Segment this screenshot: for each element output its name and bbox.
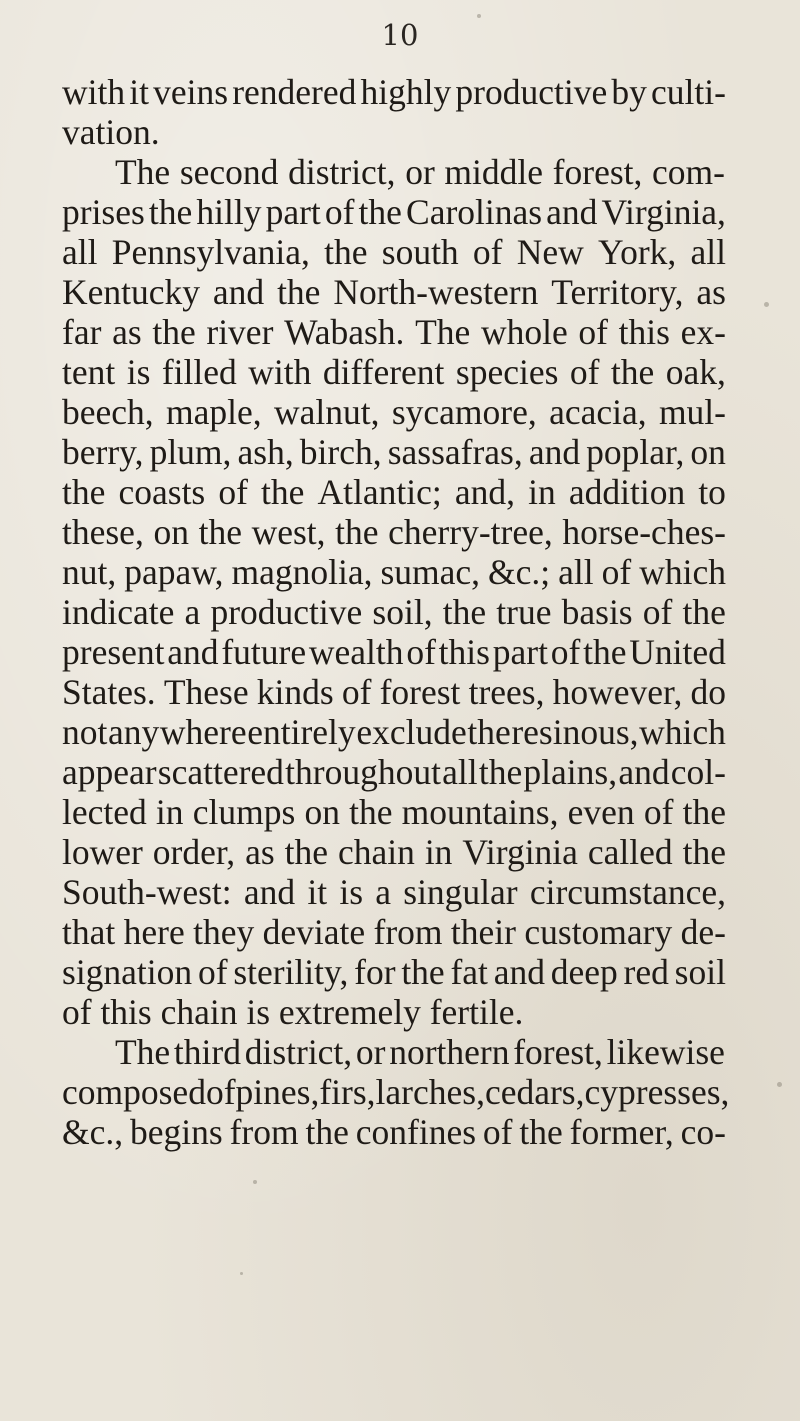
word: berry, <box>62 432 144 472</box>
word: south <box>381 232 459 272</box>
word: second <box>179 152 279 192</box>
word: exclude <box>356 712 467 752</box>
word: to <box>698 472 726 512</box>
text-line <box>62 232 726 272</box>
word: tent <box>62 352 116 392</box>
word: scattered <box>157 752 284 792</box>
word: the <box>284 832 329 872</box>
word: signation <box>62 952 193 992</box>
text-line <box>62 632 726 672</box>
text-line <box>62 832 726 872</box>
word: oak, <box>665 352 726 392</box>
word: part <box>492 632 548 672</box>
text-line <box>62 872 726 912</box>
word: filled <box>161 352 237 392</box>
word: composed <box>62 1072 206 1112</box>
word: and <box>167 632 219 672</box>
word: New <box>516 232 584 272</box>
word: the <box>305 1112 349 1152</box>
text-line: of this chain is extremely fertile. <box>62 992 524 1032</box>
word: and <box>243 872 296 912</box>
word: papaw, <box>124 552 224 592</box>
word: rendered <box>232 72 357 112</box>
word: here <box>123 912 185 952</box>
text-line <box>62 72 726 112</box>
text-line <box>62 392 726 432</box>
word: of <box>578 312 608 352</box>
word: Pennsylvania, <box>111 232 310 272</box>
word: the <box>277 272 321 312</box>
word: in <box>155 792 184 832</box>
word: order, <box>152 832 236 872</box>
word: pines, <box>235 1072 320 1112</box>
word: as <box>112 312 142 352</box>
word: Carolinas <box>406 192 543 232</box>
word: hilly <box>196 192 262 232</box>
text-line <box>62 1072 730 1112</box>
word: de- <box>680 912 726 952</box>
word: States. <box>62 672 156 712</box>
word: trees, <box>468 672 545 712</box>
word: on <box>690 432 726 472</box>
text-line <box>62 912 726 952</box>
word: the <box>62 472 106 512</box>
word: all <box>442 752 478 792</box>
word: firs, <box>319 1072 376 1112</box>
word: forest, <box>513 1032 603 1072</box>
word: col- <box>670 752 726 792</box>
word: magnolia, <box>231 552 373 592</box>
word: soil, <box>372 592 433 632</box>
word: and, <box>454 472 515 512</box>
word: productive <box>210 592 363 632</box>
word: which <box>639 712 726 752</box>
word: these, <box>62 512 144 552</box>
word: plum, <box>149 432 232 472</box>
word: horse-ches- <box>562 512 726 552</box>
word: of <box>569 352 600 392</box>
word: or <box>355 1032 386 1072</box>
word: present <box>62 632 165 672</box>
text-line <box>115 152 725 192</box>
word: river <box>206 312 274 352</box>
word: is <box>126 352 151 392</box>
word: the <box>610 352 655 392</box>
text-line <box>62 672 726 712</box>
word: forest <box>379 672 461 712</box>
word: the <box>442 592 487 632</box>
word: clumps <box>192 792 296 832</box>
word: the <box>324 232 368 272</box>
word: species <box>455 352 559 392</box>
word: they <box>193 912 255 952</box>
text-line <box>62 952 726 992</box>
word: this <box>618 312 670 352</box>
word: middle <box>444 152 544 192</box>
word: coasts <box>118 472 206 512</box>
word: any <box>108 712 160 752</box>
word: all <box>558 552 594 592</box>
word: whole <box>480 312 568 352</box>
word: their <box>450 912 516 952</box>
word: where <box>159 712 247 752</box>
text-line <box>62 432 726 472</box>
word: a <box>375 872 392 912</box>
word: mountains, <box>401 792 559 832</box>
word: sassafras, <box>387 432 523 472</box>
word: is <box>339 872 364 912</box>
word: of <box>601 552 632 592</box>
word: acacia, <box>549 392 647 432</box>
paper-speck <box>764 302 769 307</box>
word: of <box>341 672 372 712</box>
word: ash, <box>237 432 294 472</box>
word: customary <box>524 912 673 952</box>
word: the <box>401 952 445 992</box>
word: the <box>467 712 511 752</box>
word: indicate <box>62 592 175 632</box>
word: on <box>304 792 340 832</box>
word: cypresses, <box>584 1072 730 1112</box>
word: resinous, <box>511 712 639 752</box>
word: chain <box>337 832 415 872</box>
word: all <box>690 232 726 272</box>
word: deviate <box>262 912 366 952</box>
word: as <box>696 272 726 312</box>
word: district, <box>288 152 396 192</box>
word: with <box>62 72 126 112</box>
page-number: 10 <box>381 18 419 52</box>
paper-speck <box>240 1272 243 1275</box>
word: the <box>583 632 627 672</box>
word: the <box>478 752 523 792</box>
word: culti- <box>651 72 726 112</box>
word: wealth <box>308 632 404 672</box>
word: cherry-tree, <box>388 512 553 552</box>
word: of <box>324 192 355 232</box>
word: sycamore, <box>391 392 537 432</box>
word: and <box>493 952 545 992</box>
word: the <box>682 592 726 632</box>
word: red <box>623 952 669 992</box>
word: larches, <box>375 1072 485 1112</box>
word: it <box>129 72 149 112</box>
word: fat <box>450 952 488 992</box>
word: from <box>229 1112 299 1152</box>
word: or <box>405 152 435 192</box>
word: The <box>415 312 471 352</box>
word: addition <box>568 472 686 512</box>
word: the <box>335 512 379 552</box>
word: district, <box>244 1032 353 1072</box>
word: however, <box>552 672 683 712</box>
word: The <box>115 1032 171 1072</box>
word: South-west: <box>62 872 232 912</box>
word: of <box>550 632 581 672</box>
word: Virginia, <box>601 192 726 232</box>
word: in <box>528 472 556 512</box>
word: former, <box>569 1112 674 1152</box>
word: different <box>322 352 445 392</box>
word: for <box>354 952 396 992</box>
word: York, <box>598 232 677 272</box>
text-line <box>62 512 726 552</box>
word: the <box>682 792 726 832</box>
word: lected <box>62 792 147 832</box>
word: &c.; <box>488 552 551 592</box>
word: the <box>349 792 393 832</box>
word: of <box>205 1072 236 1112</box>
word: poplar, <box>586 432 685 472</box>
word: Virginia <box>462 832 578 872</box>
word: the <box>198 512 242 552</box>
word: on <box>153 512 189 552</box>
word: the <box>261 472 305 512</box>
word: likewise <box>606 1032 725 1072</box>
word: Kentucky <box>62 272 201 312</box>
word: the <box>682 832 726 872</box>
word: of <box>642 592 673 632</box>
text-line <box>62 592 726 632</box>
word: true <box>496 592 552 632</box>
word: singular <box>403 872 518 912</box>
paper-speck <box>777 1082 782 1087</box>
word: deep <box>550 952 618 992</box>
word: soil <box>674 952 726 992</box>
word: the <box>152 312 196 352</box>
word: in <box>424 832 453 872</box>
word: not <box>62 712 108 752</box>
word: com- <box>652 152 725 192</box>
word: entirely <box>247 712 356 752</box>
word: begins <box>130 1112 223 1152</box>
word: nut, <box>62 552 117 592</box>
text-line: vation. <box>62 112 160 152</box>
word: maple, <box>166 392 262 432</box>
word: and <box>618 752 670 792</box>
paper-speck <box>477 14 481 18</box>
word: of <box>472 232 503 272</box>
word: sumac, <box>380 552 481 592</box>
word: do <box>690 672 726 712</box>
word: that <box>62 912 116 952</box>
text-line <box>62 272 726 312</box>
word: lower <box>62 832 143 872</box>
text-line <box>62 312 726 352</box>
word: appear <box>62 752 157 792</box>
word: even <box>567 792 635 832</box>
word: this <box>438 632 490 672</box>
word: it <box>307 872 328 912</box>
word: North-western <box>333 272 539 312</box>
word: &c., <box>62 1112 124 1152</box>
word: all <box>62 232 98 272</box>
word: from <box>373 912 443 952</box>
word: confines <box>355 1112 477 1152</box>
word: part <box>265 192 321 232</box>
word: prises <box>62 192 145 232</box>
text-line <box>62 792 726 832</box>
word: of <box>197 952 228 992</box>
word: and <box>546 192 598 232</box>
word: Atlantic; <box>317 472 442 512</box>
word: walnut, <box>273 392 380 432</box>
word: of <box>406 632 436 672</box>
word: a <box>184 592 201 632</box>
word: as <box>245 832 275 872</box>
word: co- <box>680 1112 726 1152</box>
text-line <box>115 1032 725 1072</box>
text-line <box>62 1112 726 1152</box>
paper-speck <box>253 1180 257 1184</box>
word: United <box>629 632 726 672</box>
word: called <box>587 832 673 872</box>
word: the <box>148 192 193 232</box>
word: of <box>643 792 674 832</box>
word: third <box>173 1032 241 1072</box>
word: sterility, <box>233 952 349 992</box>
word: These <box>163 672 249 712</box>
text-line <box>62 712 726 752</box>
word: beech, <box>62 392 154 432</box>
word: west, <box>251 512 326 552</box>
word: circumstance, <box>529 872 726 912</box>
text-line <box>62 552 726 592</box>
word: cedars, <box>484 1072 585 1112</box>
word: plains, <box>523 752 618 792</box>
word: future <box>221 632 307 672</box>
word: far <box>62 312 102 352</box>
word: The <box>115 152 171 192</box>
word: ex- <box>680 312 726 352</box>
word: with <box>248 352 312 392</box>
word: basis <box>561 592 633 632</box>
text-line <box>62 752 726 792</box>
word: productive <box>455 72 608 112</box>
word: Territory, <box>551 272 684 312</box>
text-line <box>62 472 726 512</box>
word: veins <box>153 72 229 112</box>
word: and <box>528 432 581 472</box>
word: the <box>358 192 402 232</box>
word: of <box>482 1112 513 1152</box>
word: forest, <box>552 152 643 192</box>
word: which <box>639 552 726 592</box>
word: mul- <box>658 392 726 432</box>
text-line <box>62 192 726 232</box>
word: the <box>519 1112 563 1152</box>
word: by <box>611 72 647 112</box>
word: kinds <box>256 672 334 712</box>
word: birch, <box>299 432 382 472</box>
word: and <box>212 272 265 312</box>
word: northern <box>389 1032 510 1072</box>
word: highly <box>360 72 452 112</box>
text-line <box>62 352 726 392</box>
word: throughout <box>285 752 441 792</box>
word: of <box>218 472 248 512</box>
word: Wabash. <box>284 312 405 352</box>
